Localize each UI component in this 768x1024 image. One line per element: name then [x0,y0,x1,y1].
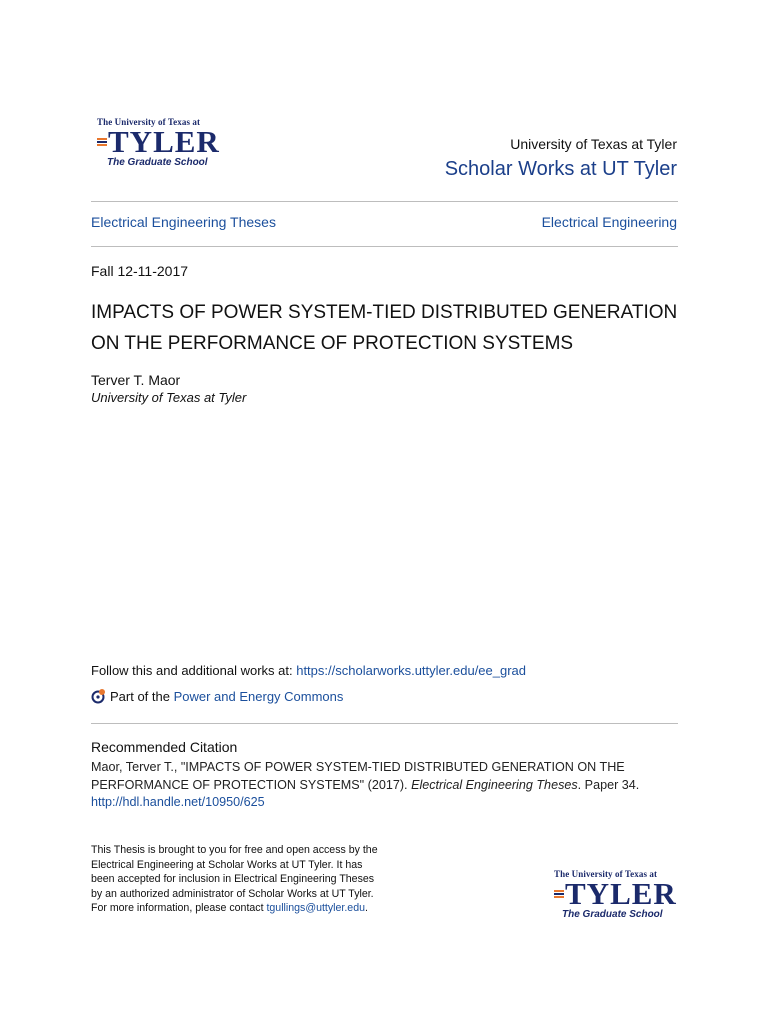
citation-heading: Recommended Citation [91,739,238,755]
follow-text: Follow this and additional works at: [91,663,297,678]
citation-text [91,759,681,812]
flag-stripes-icon [97,138,107,147]
divider [91,723,678,724]
commons-link[interactable]: Power and Energy Commons [173,688,344,704]
follow-url-link[interactable]: https://scholarworks.uttyler.edu/ee_grad [296,663,527,678]
citation-body: Maor, Terver T., "IMPACTS OF POWER SYSTEM-TIED DISTRIBUTED GENERATION ON THE PERFORMANCE OF PROTECTION SYSTEMS" (2017). [91,760,625,792]
network-icon [91,688,107,704]
logo-top-line: The University of Texas at [554,869,658,879]
author-name: Terver T. Maor [91,372,181,388]
department-link[interactable]: Electrical Engineering [541,214,677,230]
citation-paper: . Paper 34. [577,777,640,792]
access-notice [91,843,386,916]
repository-name-link[interactable]: Scholar Works at UT Tyler [444,158,677,180]
part-of-prefix: Part of the [110,688,174,704]
citation-journal: Electrical Engineering Theses [411,777,578,792]
divider [91,246,678,247]
part-of-line [91,688,343,704]
logo-wordmark: TYLER [565,876,677,911]
graduate-school-logo [554,869,677,920]
notice-end: . [364,902,368,915]
notice-text: This Thesis is brought to you for free and open access by the Electrical Engineering at Scholar Works at UT Tyler. It has been accepted for inclusion in Electrical Engineering Theses by an authorized administrator of Scholar Works at UT Tyler. For more information, please contact [91,844,378,915]
follow-line [91,663,526,678]
contact-email-link[interactable]: tgullings@uttyler.edu [266,902,365,915]
author-affiliation: University of Texas at Tyler [91,390,247,405]
document-title: IMPACTS OF POWER SYSTEM-TIED DISTRIBUTED GENERATION ON THE PERFORMANCE OF PROTECTION SYSTEMS [91,302,678,354]
repository-institution: University of Texas at Tyler [510,136,677,152]
divider [91,201,678,202]
university-logo [97,117,220,168]
flag-stripes-icon [554,890,564,899]
citation-handle-link[interactable]: http://hdl.handle.net/10950/625 [91,795,265,809]
logo-subtitle: The Graduate School [107,157,208,168]
logo-subtitle: The Graduate School [562,909,663,920]
collection-link[interactable]: Electrical Engineering Theses [91,214,276,230]
publication-date: Fall 12-11-2017 [91,263,189,279]
logo-top-line: The University of Texas at [97,117,201,127]
logo-wordmark: TYLER [108,124,220,159]
